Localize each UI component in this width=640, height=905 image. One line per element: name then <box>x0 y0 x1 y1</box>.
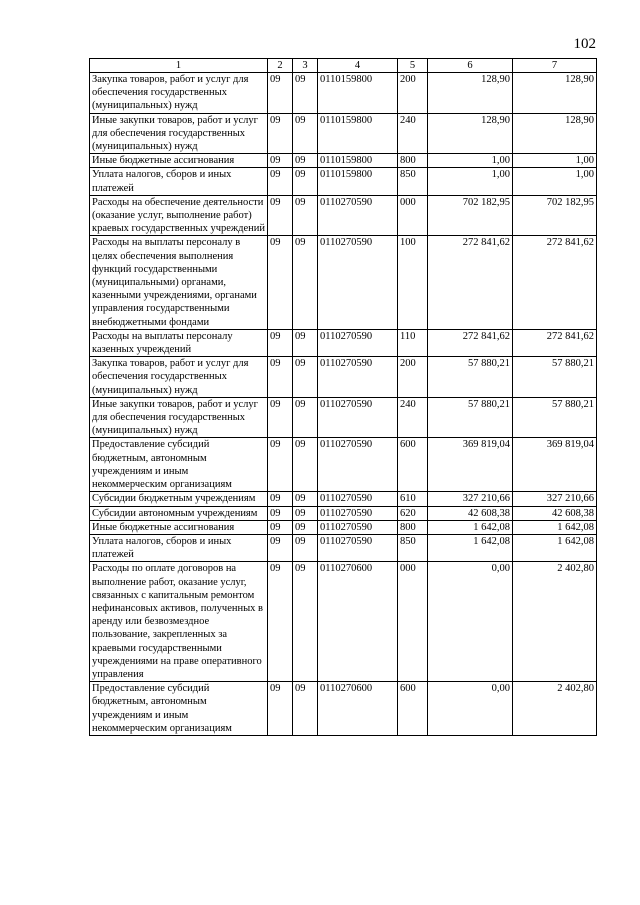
amount-cell: 272 841,62 <box>513 236 597 329</box>
target-article-cell: 0110270590 <box>318 438 398 492</box>
row-name-cell: Уплата налогов, сборов и иных платежей <box>90 168 268 195</box>
section-code-cell: 09 <box>268 492 293 506</box>
table-row <box>90 195 597 236</box>
table-row <box>90 438 597 492</box>
amount-cell: 0,00 <box>428 682 513 736</box>
subsection-code-cell: 09 <box>293 168 318 195</box>
table-row <box>90 73 597 114</box>
subsection-code-cell: 09 <box>293 236 318 329</box>
section-code-cell: 09 <box>268 73 293 114</box>
amount-cell: 128,90 <box>428 113 513 154</box>
row-name-cell: Закупка товаров, работ и услуг для обеспечения государственных (муниципальных) нужд <box>90 73 268 114</box>
subsection-code-cell: 09 <box>293 113 318 154</box>
row-name-cell: Расходы на обеспечение деятельности (оказание услуг, выполнение работ) краевых государственных учреждений <box>90 195 268 236</box>
table-row <box>90 397 597 438</box>
amount-cell: 57 880,21 <box>428 397 513 438</box>
column-header: 6 <box>428 59 513 73</box>
subsection-code-cell: 09 <box>293 73 318 114</box>
target-article-cell: 0110270590 <box>318 397 398 438</box>
amount-cell: 1,00 <box>428 168 513 195</box>
table-row <box>90 492 597 506</box>
amount-cell: 57 880,21 <box>513 357 597 398</box>
amount-cell: 1,00 <box>513 168 597 195</box>
column-header: 5 <box>398 59 428 73</box>
row-name-cell: Субсидии автономным учреждениям <box>90 506 268 520</box>
table-row <box>90 682 597 736</box>
table-row <box>90 154 597 168</box>
column-header: 2 <box>268 59 293 73</box>
expense-type-cell: 850 <box>398 168 428 195</box>
section-code-cell: 09 <box>268 154 293 168</box>
amount-cell: 2 402,80 <box>513 682 597 736</box>
section-code-cell: 09 <box>268 195 293 236</box>
section-code-cell: 09 <box>268 562 293 682</box>
target-article-cell: 0110270590 <box>318 357 398 398</box>
amount-cell: 369 819,04 <box>513 438 597 492</box>
expense-type-cell: 850 <box>398 534 428 561</box>
column-header: 4 <box>318 59 398 73</box>
amount-cell: 57 880,21 <box>513 397 597 438</box>
table-header-row <box>90 59 597 73</box>
table-row <box>90 168 597 195</box>
expense-type-cell: 000 <box>398 195 428 236</box>
section-code-cell: 09 <box>268 397 293 438</box>
amount-cell: 272 841,62 <box>428 236 513 329</box>
expense-type-cell: 240 <box>398 397 428 438</box>
subsection-code-cell: 09 <box>293 492 318 506</box>
amount-cell: 272 841,62 <box>428 329 513 356</box>
subsection-code-cell: 09 <box>293 562 318 682</box>
row-name-cell: Предоставление субсидий бюджетным, автономным учреждениям и иным некоммерческим организациям <box>90 682 268 736</box>
amount-cell: 327 210,66 <box>513 492 597 506</box>
amount-cell: 1,00 <box>513 154 597 168</box>
row-name-cell: Субсидии бюджетным учреждениям <box>90 492 268 506</box>
table-row <box>90 520 597 534</box>
expense-type-cell: 610 <box>398 492 428 506</box>
amount-cell: 57 880,21 <box>428 357 513 398</box>
target-article-cell: 0110159800 <box>318 113 398 154</box>
target-article-cell: 0110159800 <box>318 168 398 195</box>
amount-cell: 42 608,38 <box>513 506 597 520</box>
table-row <box>90 236 597 329</box>
subsection-code-cell: 09 <box>293 682 318 736</box>
section-code-cell: 09 <box>268 506 293 520</box>
budget-table <box>89 58 597 736</box>
subsection-code-cell: 09 <box>293 154 318 168</box>
row-name-cell: Расходы на выплаты персоналу казенных учреждений <box>90 329 268 356</box>
table-row <box>90 113 597 154</box>
amount-cell: 1 642,08 <box>513 520 597 534</box>
expense-type-cell: 200 <box>398 73 428 114</box>
subsection-code-cell: 09 <box>293 397 318 438</box>
target-article-cell: 0110270590 <box>318 520 398 534</box>
amount-cell: 128,90 <box>513 113 597 154</box>
section-code-cell: 09 <box>268 329 293 356</box>
target-article-cell: 0110270590 <box>318 236 398 329</box>
column-header: 3 <box>293 59 318 73</box>
expense-type-cell: 600 <box>398 438 428 492</box>
section-code-cell: 09 <box>268 520 293 534</box>
row-name-cell: Иные бюджетные ассигнования <box>90 154 268 168</box>
row-name-cell: Уплата налогов, сборов и иных платежей <box>90 534 268 561</box>
target-article-cell: 0110159800 <box>318 154 398 168</box>
section-code-cell: 09 <box>268 438 293 492</box>
row-name-cell: Иные бюджетные ассигнования <box>90 520 268 534</box>
amount-cell: 1 642,08 <box>513 534 597 561</box>
amount-cell: 2 402,80 <box>513 562 597 682</box>
expense-type-cell: 800 <box>398 520 428 534</box>
subsection-code-cell: 09 <box>293 329 318 356</box>
subsection-code-cell: 09 <box>293 534 318 561</box>
section-code-cell: 09 <box>268 357 293 398</box>
expense-type-cell: 000 <box>398 562 428 682</box>
section-code-cell: 09 <box>268 236 293 329</box>
subsection-code-cell: 09 <box>293 195 318 236</box>
amount-cell: 327 210,66 <box>428 492 513 506</box>
target-article-cell: 0110270590 <box>318 534 398 561</box>
expense-type-cell: 800 <box>398 154 428 168</box>
target-article-cell: 0110270590 <box>318 329 398 356</box>
amount-cell: 1 642,08 <box>428 534 513 561</box>
expense-type-cell: 200 <box>398 357 428 398</box>
expense-type-cell: 620 <box>398 506 428 520</box>
section-code-cell: 09 <box>268 168 293 195</box>
row-name-cell: Предоставление субсидий бюджетным, автономным учреждениям и иным некоммерческим организациям <box>90 438 268 492</box>
row-name-cell: Иные закупки товаров, работ и услуг для обеспечения государственных (муниципальных) нужд <box>90 113 268 154</box>
row-name-cell: Расходы на выплаты персоналу в целях обеспечения выполнения функций государственными (муниципальными) органами, казенными учреждениями, органами управления государственными внебюджетными фондами <box>90 236 268 329</box>
amount-cell: 1,00 <box>428 154 513 168</box>
section-code-cell: 09 <box>268 113 293 154</box>
amount-cell: 702 182,95 <box>428 195 513 236</box>
target-article-cell: 0110270590 <box>318 506 398 520</box>
section-code-cell: 09 <box>268 682 293 736</box>
column-header: 1 <box>90 59 268 73</box>
row-name-cell: Закупка товаров, работ и услуг для обеспечения государственных (муниципальных) нужд <box>90 357 268 398</box>
expense-type-cell: 100 <box>398 236 428 329</box>
row-name-cell: Расходы по оплате договоров на выполнение работ, оказание услуг, связанных с капитальным ремонтом нефинансовых активов, полученных в аренду или безвозмездное пользование, закрепленных за краевыми государственными учреждениями на праве оперативного управления <box>90 562 268 682</box>
expense-type-cell: 600 <box>398 682 428 736</box>
amount-cell: 272 841,62 <box>513 329 597 356</box>
section-code-cell: 09 <box>268 534 293 561</box>
amount-cell: 369 819,04 <box>428 438 513 492</box>
subsection-code-cell: 09 <box>293 357 318 398</box>
subsection-code-cell: 09 <box>293 438 318 492</box>
target-article-cell: 0110270590 <box>318 492 398 506</box>
table-row <box>90 357 597 398</box>
amount-cell: 128,90 <box>428 73 513 114</box>
target-article-cell: 0110270600 <box>318 562 398 682</box>
table-row <box>90 506 597 520</box>
subsection-code-cell: 09 <box>293 520 318 534</box>
target-article-cell: 0110159800 <box>318 73 398 114</box>
amount-cell: 1 642,08 <box>428 520 513 534</box>
target-article-cell: 0110270590 <box>318 195 398 236</box>
expense-type-cell: 240 <box>398 113 428 154</box>
subsection-code-cell: 09 <box>293 506 318 520</box>
amount-cell: 702 182,95 <box>513 195 597 236</box>
expense-type-cell: 110 <box>398 329 428 356</box>
row-name-cell: Иные закупки товаров, работ и услуг для обеспечения государственных (муниципальных) нужд <box>90 397 268 438</box>
page-number: 102 <box>573 36 596 52</box>
amount-cell: 42 608,38 <box>428 506 513 520</box>
column-header: 7 <box>513 59 597 73</box>
table-row <box>90 562 597 682</box>
target-article-cell: 0110270600 <box>318 682 398 736</box>
amount-cell: 0,00 <box>428 562 513 682</box>
amount-cell: 128,90 <box>513 73 597 114</box>
table-row <box>90 534 597 561</box>
table-row <box>90 329 597 356</box>
